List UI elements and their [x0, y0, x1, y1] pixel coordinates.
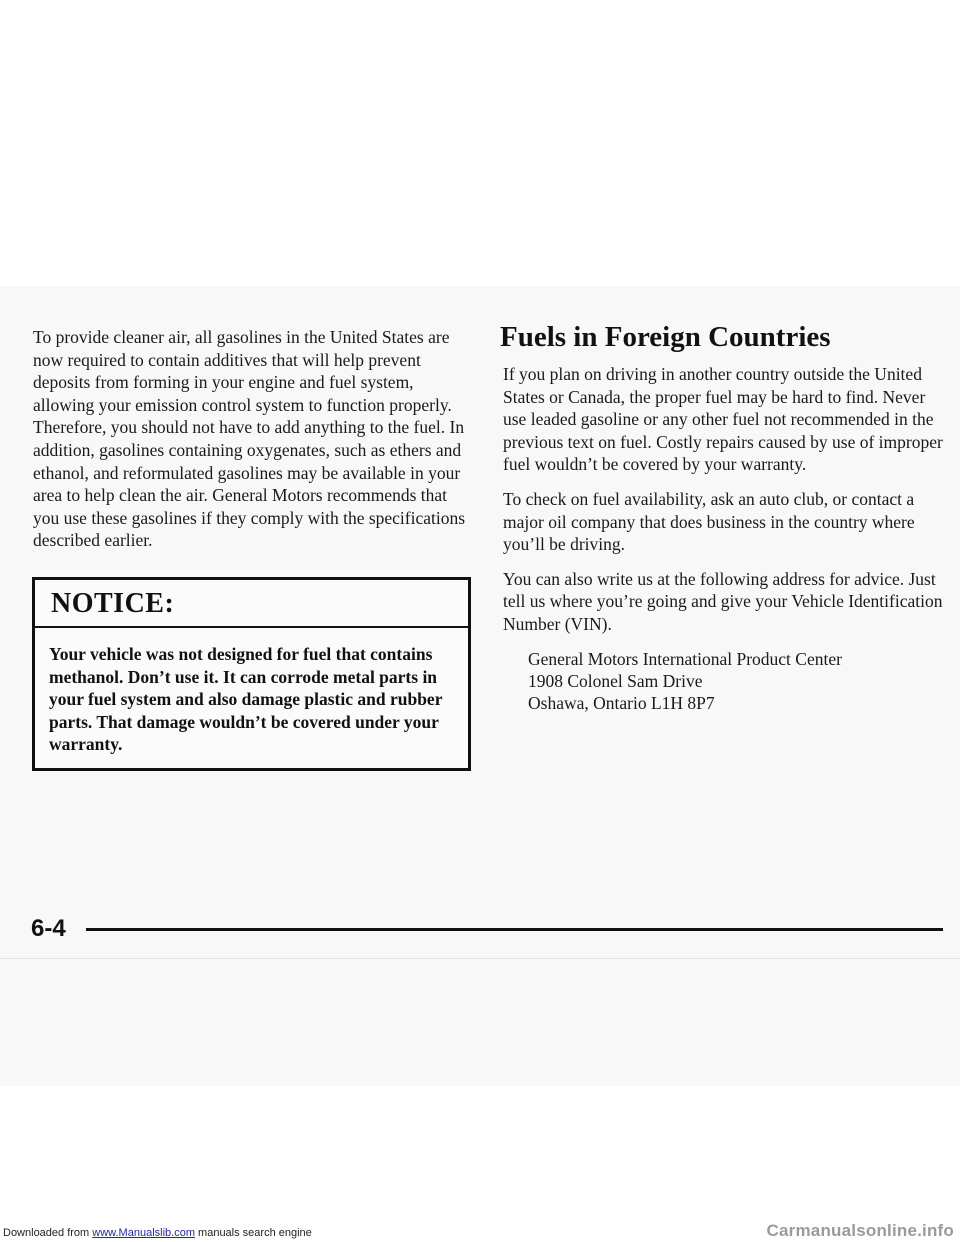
intro-paragraph: To provide cleaner air, all gasolines in the United States are now required to contain additives that will help prevent deposits from forming in your engine and fuel system, allowing your emission control system to function properly. Therefore, you should not have to add anything to the fuel. In addition, gasolines containing oxygenates, such as ethers and ethanol, and reformulated gasolines may be available in your area to help clean the air. General Motors recommends that you use these gasolines if they comply with the specifications described earlier. [33, 327, 466, 551]
watermark-suffix: manuals search engine [194, 1227, 312, 1239]
download-watermark [3, 1226, 312, 1240]
footer-rule [86, 928, 943, 931]
manualslib-link[interactable]: www.Manualslib.com [92, 1227, 195, 1239]
address-line: General Motors International Product Center [528, 648, 842, 669]
mailing-address [528, 648, 943, 714]
address-line: 1908 Colonel Sam Drive [528, 670, 703, 691]
notice-title: NOTICE: [51, 588, 175, 619]
left-column [33, 326, 473, 552]
notice-box [32, 577, 471, 771]
page-number: 6-4 [31, 915, 66, 942]
right-column [500, 320, 943, 714]
paragraph-fuel-availability: To check on fuel availability, ask an auto club, or contact a major oil company that does business in the country where you’ll be driving. [503, 488, 915, 555]
section-heading: Fuels in Foreign Countries [500, 321, 831, 353]
carmanualsonline-watermark: Carmanualsonline.info [766, 1221, 954, 1240]
address-line: Oshawa, Ontario L1H 8P7 [528, 692, 715, 713]
page-footer [31, 913, 943, 945]
paragraph-write-us: You can also write us at the following address for advice. Just tell us where you’re going and give your Vehicle Identification Number (VIN). [503, 568, 943, 634]
watermark-prefix: Downloaded from [3, 1227, 93, 1239]
notice-header [35, 580, 468, 628]
paragraph-fuel-foreign: If you plan on driving in another country outside the United States or Canada, the proper fuel may be hard to find. Never use leaded gasoline or any other fuel not recommended in the previous text on fuel. Costly repairs caused by use of improper fuel wouldn’t be covered by your warranty. [503, 364, 943, 475]
divider [0, 958, 960, 959]
notice-body: Your vehicle was not designed for fuel that contains methanol. Don’t use it. It can corrode metal parts in your fuel system and also damage plastic and rubber parts. That damage wouldn’t be covered under your warranty. [49, 644, 443, 755]
